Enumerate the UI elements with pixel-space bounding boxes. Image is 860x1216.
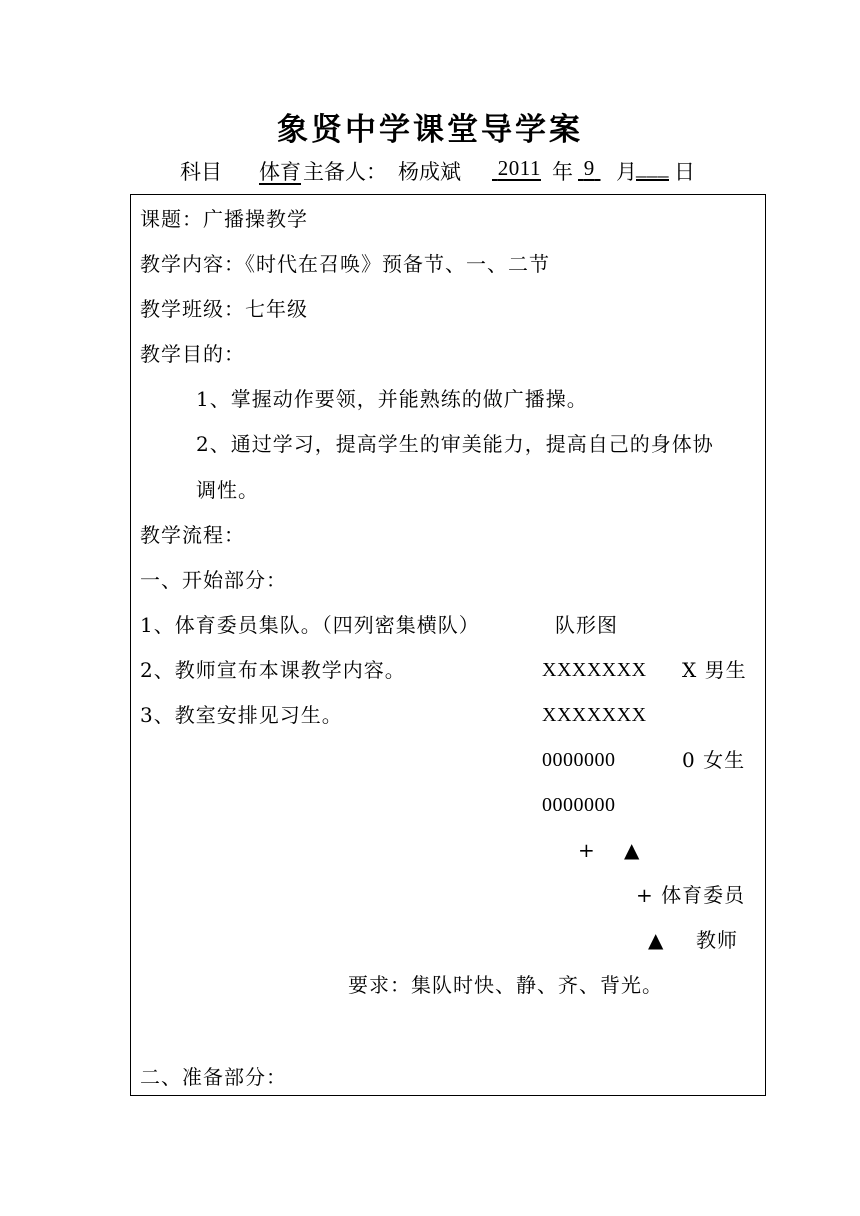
legend-teacher: 教师 — [696, 928, 738, 952]
preparer-label: 主备人： — [303, 160, 387, 184]
class-line: 教学班级：七年级 — [140, 297, 308, 321]
formation-row-girls-1: 0000000 — [542, 749, 616, 771]
formation-row-girls-2: 0000000 — [542, 794, 616, 816]
subject-value: 体育 — [259, 160, 301, 184]
year-label: 年 — [552, 160, 573, 184]
formation-title: 队形图 — [555, 613, 618, 637]
legend-boys: X 男生 — [682, 658, 747, 682]
document-title: 象贤中学课堂导学案 — [277, 112, 583, 148]
formation-row-boys-2: XXXXXXX — [542, 704, 647, 726]
step-1: 1、体育委员集队。（四列密集横队） — [140, 613, 480, 637]
topic-line: 课题：广播操教学 — [140, 207, 308, 231]
formation-row-boys-1: XXXXXXX — [542, 659, 647, 681]
day-label: 日 — [674, 160, 695, 184]
goal-2-line-2: 调性。 — [196, 478, 259, 502]
legend-monitor: + 体育委员 — [636, 883, 746, 907]
year-value: 2011 — [497, 156, 541, 180]
lesson-plan-box — [130, 194, 766, 1096]
month-value: 9 — [583, 156, 595, 180]
goals-heading: 教学目的： — [140, 342, 245, 366]
legend-teacher-icon: ▲ — [648, 928, 665, 952]
process-heading: 教学流程： — [140, 523, 245, 547]
part-2-heading: 二、准备部分： — [140, 1065, 287, 1089]
header-info — [0, 156, 860, 188]
month-label: 月 — [616, 160, 637, 184]
subject-label: 科目 — [180, 160, 222, 184]
part-1-heading: 一、开始部分： — [140, 568, 287, 592]
goal-2-line-1: 2、通过学习，提高学生的审美能力，提高自己的身体协 — [196, 432, 714, 456]
teaching-content-line: 教学内容：《时代在召唤》预备节、一、二节 — [140, 252, 550, 276]
day-blank: ___ — [636, 156, 669, 180]
monitor-marker: + — [578, 838, 596, 862]
step-2: 2、教师宣布本课教学内容。 — [140, 658, 406, 682]
requirement-line: 要求：集队时快、静、齐、背光。 — [348, 973, 663, 997]
legend-girls: 0 女生 — [682, 748, 746, 772]
step-3: 3、教室安排见习生。 — [140, 703, 343, 727]
teacher-marker-icon: ▲ — [624, 838, 641, 862]
goal-1: 1、掌握动作要领，并能熟练的做广播操。 — [196, 387, 588, 411]
preparer-name: 杨成斌 — [398, 160, 461, 184]
